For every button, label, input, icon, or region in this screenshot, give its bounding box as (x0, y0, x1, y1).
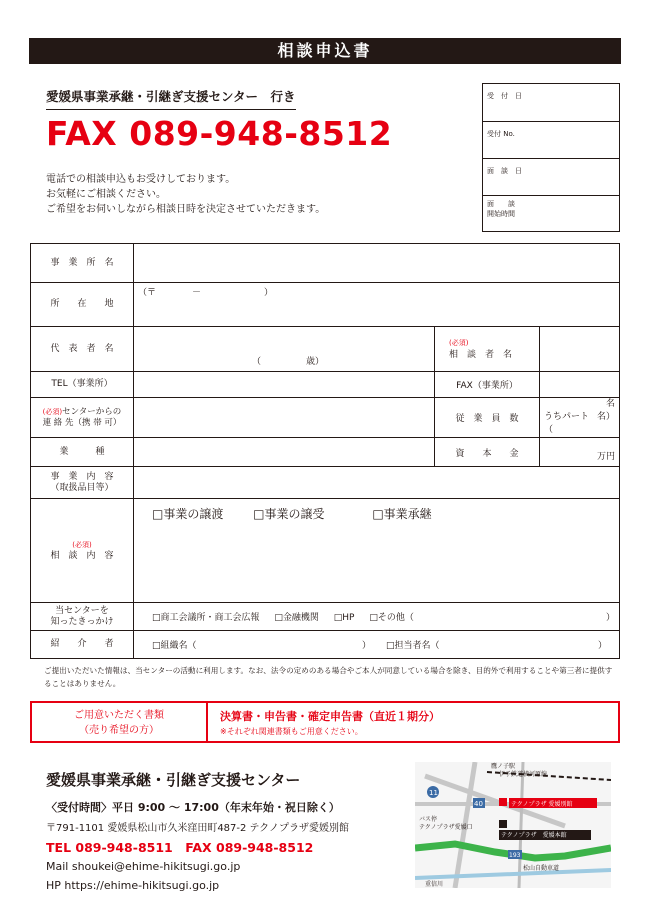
documents-main: 決算書・申告書・確定申告書（直近１期分） (220, 710, 440, 723)
option-hp[interactable]: □HP (333, 613, 355, 623)
employees-unit: 名 (605, 399, 615, 409)
privacy-notice: ご提出いただいた情報は、当センターの活動に利用します。なお、法令の定めのある場合やご本人が同意している場合を除き、目的外で利用することや第三者に提供することはありません。 (44, 666, 613, 688)
part-time-unit: 名） (596, 412, 615, 422)
center-name: 愛媛県事業承継・引継ぎ支援センター (46, 771, 301, 789)
bus-stop-label: バス停 (419, 816, 438, 823)
reception-no: 受付 No. (483, 121, 619, 158)
intro-text (46, 172, 325, 217)
business-field[interactable] (134, 467, 620, 499)
consult-field (134, 499, 620, 603)
river-label: 重信川 (425, 881, 444, 888)
tel-fax: TEL 089-948-8511 FAX 089-948-8512 (46, 840, 314, 855)
part-time-label: うちパート（ (544, 412, 590, 435)
row-source (31, 603, 620, 631)
railway-label: 伊予鉄道横河原線 (499, 771, 548, 778)
required-documents-box (30, 701, 620, 743)
intro-line: 電話での相談申込もお受けしております。 (46, 174, 236, 185)
documents-note: ※それぞれ関連書類もご用意ください。 (220, 727, 363, 736)
postal-code: （〒 － ） (138, 288, 274, 298)
location-field[interactable] (134, 283, 620, 327)
part-time-field (544, 411, 615, 437)
row-representative (31, 327, 620, 372)
fax-number: FAX 089-948-8512 (46, 114, 393, 153)
interview-start (483, 195, 619, 233)
contact-label-line2: 連 絡 先（携 帯 可） (42, 417, 122, 428)
org-field[interactable]: □組織名（ (152, 641, 197, 651)
documents-label (32, 703, 208, 741)
homepage[interactable]: HP https://ehime-hikitsugi.go.jp (46, 879, 220, 892)
industry-field[interactable] (134, 438, 435, 467)
source-label-line2: 知ったきっかけ (50, 616, 114, 627)
tel-field[interactable] (134, 372, 435, 398)
documents-label-line2: （売り希望の方） (79, 725, 159, 736)
address: 〒791-1101 愛媛県松山市久米窪田町487-2 テクノプラザ愛媛別館 (46, 823, 349, 834)
contact-label-line1 (35, 407, 129, 418)
fax-label: FAX（事業所） (435, 372, 540, 398)
interview-date: 面 談 日 (483, 158, 619, 195)
email[interactable]: Mail shoukei@ehime-hikitsugi.go.jp (46, 860, 241, 873)
required-mark: (必須) (72, 540, 92, 549)
tel-label: TEL（事業所） (31, 372, 134, 398)
employees-label: 従 業 員 数 (435, 398, 540, 438)
main-marker (499, 820, 507, 828)
intro-line: お気軽にご相談ください。 (46, 189, 166, 200)
person-field[interactable]: □担当者名（ (386, 641, 440, 651)
row-consult (31, 499, 620, 603)
capital-label: 資 本 金 (435, 438, 540, 467)
road-11-label: 11 (429, 789, 438, 797)
expressway-label: 松山自動車道 (523, 865, 560, 872)
row-industry (31, 438, 620, 467)
age-field: （ 歳） (252, 357, 325, 367)
destination: 愛媛県事業承継・引継ぎ支援センター 行き (46, 87, 296, 110)
annex-label: テクノプラザ 愛媛別館 (511, 801, 573, 808)
business-label-line1: 事 業 内 容 (50, 471, 114, 482)
industry-label: 業 種 (31, 438, 134, 467)
main-label: テクノプラザ 愛媛本館 (501, 832, 567, 839)
consultant-field[interactable] (540, 327, 620, 372)
interview-start-line1: 面 談 (487, 200, 515, 208)
option-bank[interactable]: □金融機関 (274, 613, 319, 623)
introducer-field (134, 631, 620, 659)
row-business (31, 467, 620, 499)
representative-field[interactable] (134, 327, 435, 372)
source-field (134, 603, 620, 631)
capital-field[interactable] (540, 438, 620, 467)
consultant-label-text: 相 談 者 名 (449, 350, 513, 360)
consult-label-text: 相 談 内 容 (50, 550, 114, 561)
option-acquire[interactable]: □事業の譲受 (253, 507, 325, 521)
required-mark: (必須) (42, 407, 63, 416)
row-tel-fax (31, 372, 620, 398)
documents-list (220, 708, 440, 737)
application-form (30, 243, 620, 659)
source-label (31, 603, 134, 631)
source-label-line1: 当センターを (55, 605, 109, 616)
office-name-field[interactable] (134, 244, 620, 283)
access-map (415, 762, 611, 888)
form-title-banner: 相談申込書 (29, 38, 621, 64)
station-label: 鷹ノ子駅 (491, 763, 516, 770)
annex-marker (499, 798, 507, 806)
reception-date: 受 付 日 (487, 92, 522, 100)
bus-stop-name: テクノプラザ愛媛口 (419, 824, 473, 831)
road-193-label: 193 (509, 852, 521, 859)
person-close: ） (597, 641, 607, 651)
fax-field[interactable] (540, 372, 620, 398)
business-label (31, 467, 134, 499)
row-introducer (31, 631, 620, 659)
business-label-line2: （取扱品目等） (50, 482, 114, 493)
capital-unit: 万円 (596, 452, 615, 462)
row-contact (31, 398, 620, 438)
introducer-label: 紹 介 者 (31, 631, 134, 659)
contact-field[interactable] (134, 398, 435, 438)
contact-label (31, 398, 134, 438)
business-hours: 〈受付時間〉平日 9:00 ～ 17:00（年末年始・祝日除く） (46, 801, 340, 814)
option-other-close: ） (605, 613, 615, 623)
option-succession[interactable]: □事業承継 (372, 507, 432, 521)
contact-label-text1: センターからの (62, 406, 122, 417)
required-mark: (必須) (449, 339, 469, 347)
representative-label: 代 表 者 名 (31, 327, 134, 372)
reception-box (482, 83, 620, 232)
consult-label (31, 499, 134, 603)
intro-line: ご希望をお伺いしながら相談日時を決定させていただきます。 (46, 204, 326, 215)
option-other[interactable]: □その他（ (369, 613, 414, 623)
row-office-name (31, 244, 620, 283)
option-transfer[interactable]: □事業の譲渡 (152, 507, 224, 521)
option-chamber[interactable]: □商工会議所・商工会広報 (152, 613, 260, 623)
documents-label-line1: ご用意いただく書類 (74, 710, 164, 721)
office-name-label: 事 業 所 名 (31, 244, 134, 283)
consultant-label (435, 327, 540, 372)
employees-field[interactable] (540, 398, 620, 438)
location-label: 所 在 地 (31, 283, 134, 327)
org-close: ） (362, 641, 372, 651)
interview-start-line2: 開始時間 (487, 210, 515, 218)
row-location (31, 283, 620, 327)
road-40-label: 40 (474, 800, 483, 808)
